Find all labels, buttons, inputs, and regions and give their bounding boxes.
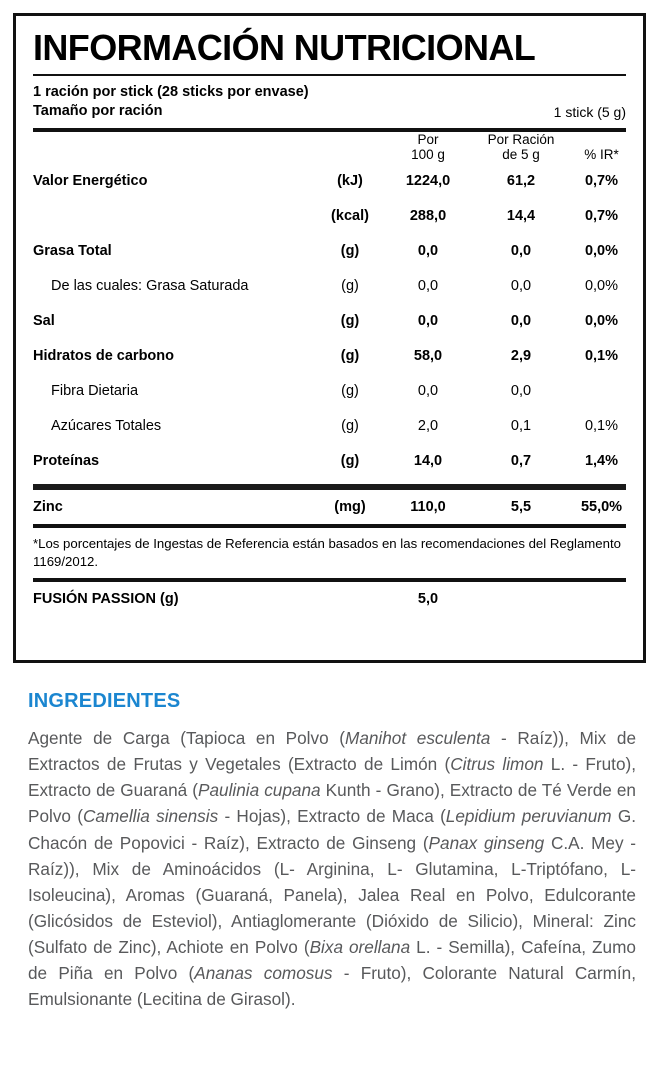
nutrient-name xyxy=(33,198,315,233)
value-ir: 55,0% xyxy=(580,499,623,516)
nutrient-unit: (kJ) xyxy=(337,172,363,189)
value-per-100g: 2,0 xyxy=(417,417,439,434)
serving-size-label: Tamaño por ración xyxy=(33,103,163,120)
value-per-100g: 0,0 xyxy=(417,312,439,329)
column-header-per-100g: Por 100 g xyxy=(411,131,445,163)
value-per-serving: 5,5 xyxy=(510,499,532,516)
value-per-serving: 2,9 xyxy=(510,347,532,364)
fusion-row xyxy=(33,582,626,607)
nutrient-unit: (g) xyxy=(341,382,359,399)
value-per-serving: 0,0 xyxy=(510,242,532,259)
nutrition-facts-panel xyxy=(13,13,646,663)
value-ir: 0,1% xyxy=(584,417,619,434)
nutrition-table xyxy=(33,132,632,479)
table-row xyxy=(33,338,632,373)
value-per-100g: 110,0 xyxy=(410,499,446,516)
ingredients-heading: INGREDIENTES xyxy=(28,690,181,712)
nutrient-unit: (g) xyxy=(340,347,360,364)
column-header-unit xyxy=(315,132,385,164)
nutrition-table-body xyxy=(33,163,632,478)
ingredients-text: Agente de Carga (Tapioca en Polvo (Manihot esculenta - Raíz)), Mix de Extractos de Frutas y Vegetales (Extracto de Limón (Citrus limon L. - Fruto), Extracto de Guaraná (Paulinia cupana Kunth - Grano), Extracto de Té Verde en Polvo (Camellia sinensis - Hojas), Extracto de Maca (Lepidium peruvianum G. Chacón de Popovici - Raíz), Extracto de Ginseng (Panax ginseng C.A. Mey - Raíz)), Mix de Aminoácidos (L- Arginina, L- Glutamina, L-Triptófano, L- Isoleucina), Aromas (Guaraná, Panela), Jalea Real en Polvo, Edulcorante (Glicósidos de Esteviol), Antiaglomerante (Dióxido de Silicio), Mineral: Zinc (Sulfato de Zinc), Achiote en Polvo (Bixa orellana L. - Semilla), Cafeína, Zumo de Piña en Polvo (Ananas comosus - Fruto), Colorante Natural Carmín, Emulsionante (Lecitina de Girasol). xyxy=(28,728,637,1010)
value-per-serving: 0,0 xyxy=(510,312,532,329)
value-per-100g: 14,0 xyxy=(413,452,443,469)
nutrient-unit: (g) xyxy=(341,417,359,434)
table-header-row xyxy=(33,132,632,164)
nutrient-unit: (g) xyxy=(341,277,359,294)
value-ir: 0,7% xyxy=(584,172,619,189)
table-row xyxy=(33,373,632,408)
nutrient-name: De las cuales: Grasa Saturada xyxy=(51,277,249,294)
table-row xyxy=(33,233,632,268)
value-per-100g: 1224,0 xyxy=(405,172,451,189)
nutrient-name: Hidratos de carbono xyxy=(33,347,174,364)
value-ir: 1,4% xyxy=(584,452,619,469)
serving-info xyxy=(33,76,626,128)
table-row xyxy=(33,163,632,198)
nutrient-unit: (g) xyxy=(340,312,360,329)
value-ir: 0,7% xyxy=(584,207,619,224)
table-row xyxy=(33,268,632,303)
column-header-name xyxy=(33,132,315,164)
nutrient-name: Grasa Total xyxy=(33,242,112,259)
value-per-100g: 0,0 xyxy=(417,242,439,259)
table-row xyxy=(33,490,632,524)
fusion-value: 5,0 xyxy=(417,591,439,608)
column-header-ir: % IR* xyxy=(584,147,619,163)
value-ir: 0,0% xyxy=(584,277,619,294)
nutrient-unit: (mg) xyxy=(334,499,366,516)
value-per-100g: 0,0 xyxy=(417,382,439,399)
nutrient-name: Fibra Dietaria xyxy=(51,382,139,399)
servings-per-container: 1 ración por stick (28 sticks por envase) xyxy=(33,84,309,100)
value-ir xyxy=(571,373,632,408)
value-per-serving: 0,0 xyxy=(510,277,532,294)
table-row xyxy=(33,443,632,478)
column-header-per-serving: Por Ración de 5 g xyxy=(487,131,555,163)
fusion-label: FUSIÓN PASSION (g) xyxy=(33,591,179,608)
nutrient-name: Sal xyxy=(33,312,55,329)
nutrient-name: Zinc xyxy=(33,499,63,516)
nutrient-unit: (g) xyxy=(340,242,360,259)
value-per-serving: 0,7 xyxy=(510,452,532,469)
table-row xyxy=(33,303,632,338)
value-per-serving: 0,1 xyxy=(510,417,532,434)
value-per-100g: 0,0 xyxy=(417,277,439,294)
table-row xyxy=(33,408,632,443)
nutrient-unit: (kcal) xyxy=(331,207,369,224)
nutrient-name: Azúcares Totales xyxy=(51,417,162,434)
ingredients-section xyxy=(28,690,636,1013)
serving-size-value: 1 stick (5 g) xyxy=(553,103,626,120)
value-ir: 0,0% xyxy=(584,242,619,259)
value-per-serving: 14,4 xyxy=(506,207,536,224)
value-per-serving: 0,0 xyxy=(510,382,532,399)
nutrient-unit: (g) xyxy=(340,452,360,469)
mineral-table xyxy=(33,490,632,524)
table-row xyxy=(33,198,632,233)
ir-footnote: *Los porcentajes de Ingestas de Referencia están basados en las recomendaciones del Reglamento 1169/2012. xyxy=(33,536,621,569)
value-ir: 0,0% xyxy=(584,312,619,329)
value-per-100g: 58,0 xyxy=(413,347,443,364)
nutrient-name: Proteínas xyxy=(33,452,100,469)
value-per-serving: 61,2 xyxy=(506,172,536,189)
page-title: INFORMACIÓN NUTRICIONAL xyxy=(33,27,536,68)
value-per-100g: 288,0 xyxy=(409,207,447,224)
value-ir: 0,1% xyxy=(584,347,619,364)
nutrient-name: Valor Energético xyxy=(33,172,148,189)
